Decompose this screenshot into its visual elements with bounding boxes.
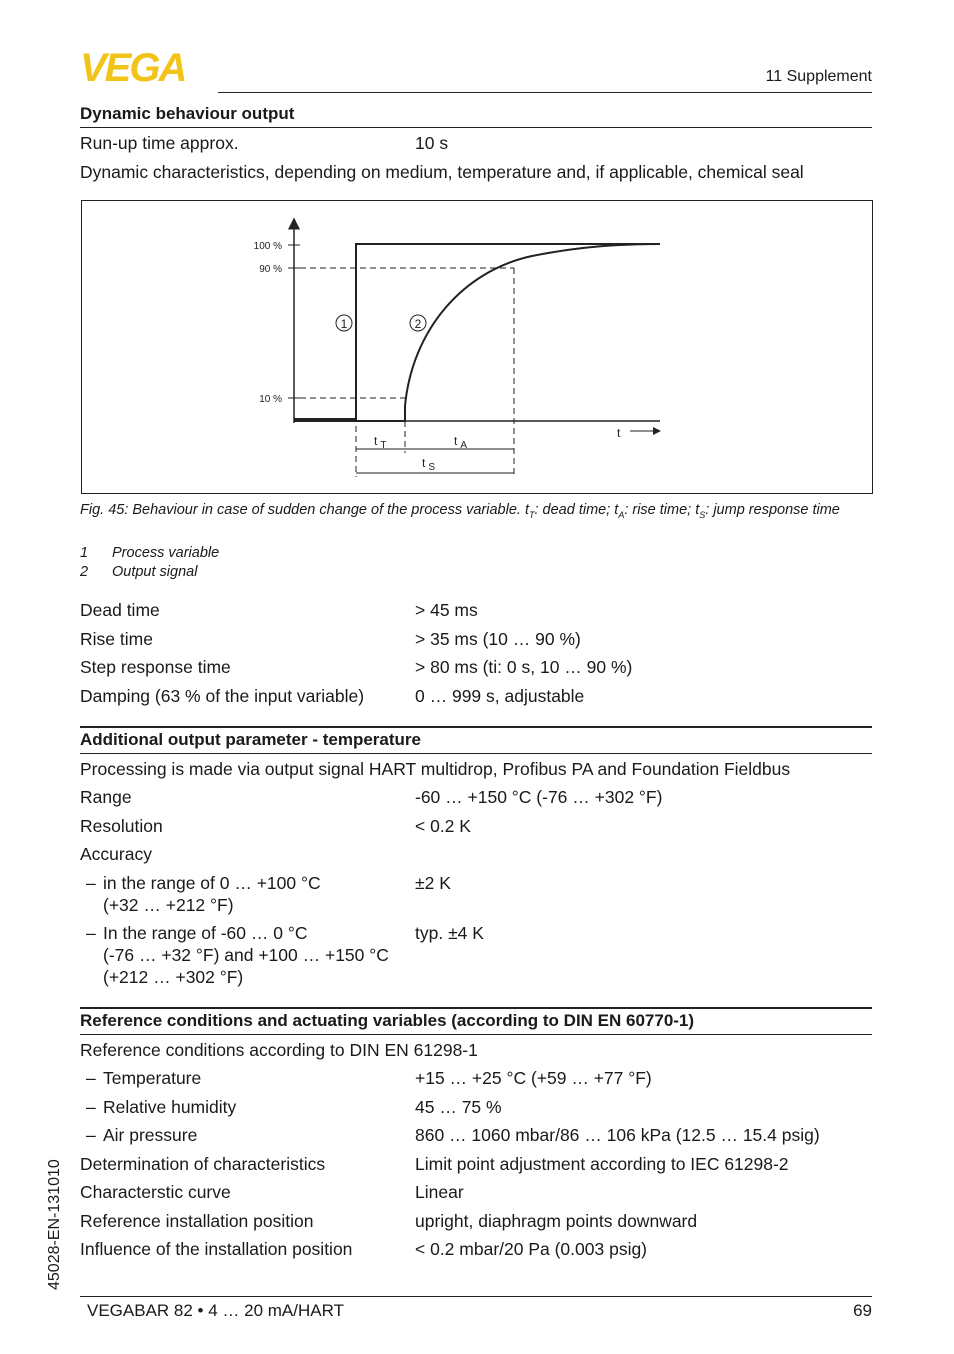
vega-logo [80, 50, 212, 84]
figure-frame [81, 200, 873, 494]
label-t: t [617, 426, 621, 440]
accuracy-row-1: – in the range of 0 … +100 °C (+32 … +212 °F) ±2 K [86, 873, 451, 915]
reference-intro: Reference conditions according to DIN EN 61298-1 [80, 1040, 478, 1060]
accuracy-row-2: – In the range of -60 … 0 °C (-76 … +32 °F) and +100 … +150 °C (+212 … +302 °F) typ. ±4 K [86, 923, 484, 987]
step-response-diagram [82, 201, 872, 493]
label-tA: t $_A$ [454, 434, 468, 451]
marker-1: 1 [340, 317, 348, 331]
section-label: 11 Supplement [765, 68, 872, 85]
header-divider [218, 92, 872, 93]
y-label-90: 90 % [259, 264, 282, 275]
y-label-10: 10 % [259, 394, 282, 405]
runup-label: Run-up time approx. [80, 133, 239, 153]
figure-caption: Fig. 45: Behaviour in case of sudden change of the process variable. $t_T$: dead time; $t_A$: rise time; $t_S$: jump response time [80, 502, 840, 520]
label-tT: t $_T$ [374, 434, 387, 451]
page-number: 69 [853, 1301, 872, 1320]
legend-item-2: 2 Output signal [80, 564, 198, 580]
section-title-dynamic: Dynamic behaviour output [80, 102, 872, 128]
label-tS: t $_S$ [422, 456, 436, 473]
y-label-100: 100 % [253, 241, 282, 252]
section-title-temperature: Additional output parameter - temperature [80, 726, 872, 754]
footer-divider [80, 1296, 872, 1297]
document-id: 45028-EN-131010 [46, 1159, 63, 1290]
section-title-reference: Reference conditions and actuating variables (according to DIN EN 60770-1) [80, 1007, 872, 1035]
marker-2: 2 [414, 317, 422, 331]
output-signal-curve [294, 244, 660, 421]
vega-logo-text: VEGA [80, 50, 186, 84]
legend-item-1: 1 Process variable [80, 545, 220, 561]
dynamic-characteristics: Dynamic characteristics, depending on medium, temperature and, if applicable, chemical seal [80, 162, 804, 182]
process-variable-line [294, 244, 660, 419]
temperature-intro: Processing is made via output signal HART multidrop, Profibus PA and Foundation Fieldbus [80, 759, 791, 779]
runup-value: 10 s [415, 133, 449, 153]
footer-product: VEGABAR 82 • 4 … 20 mA/HART [87, 1301, 344, 1320]
